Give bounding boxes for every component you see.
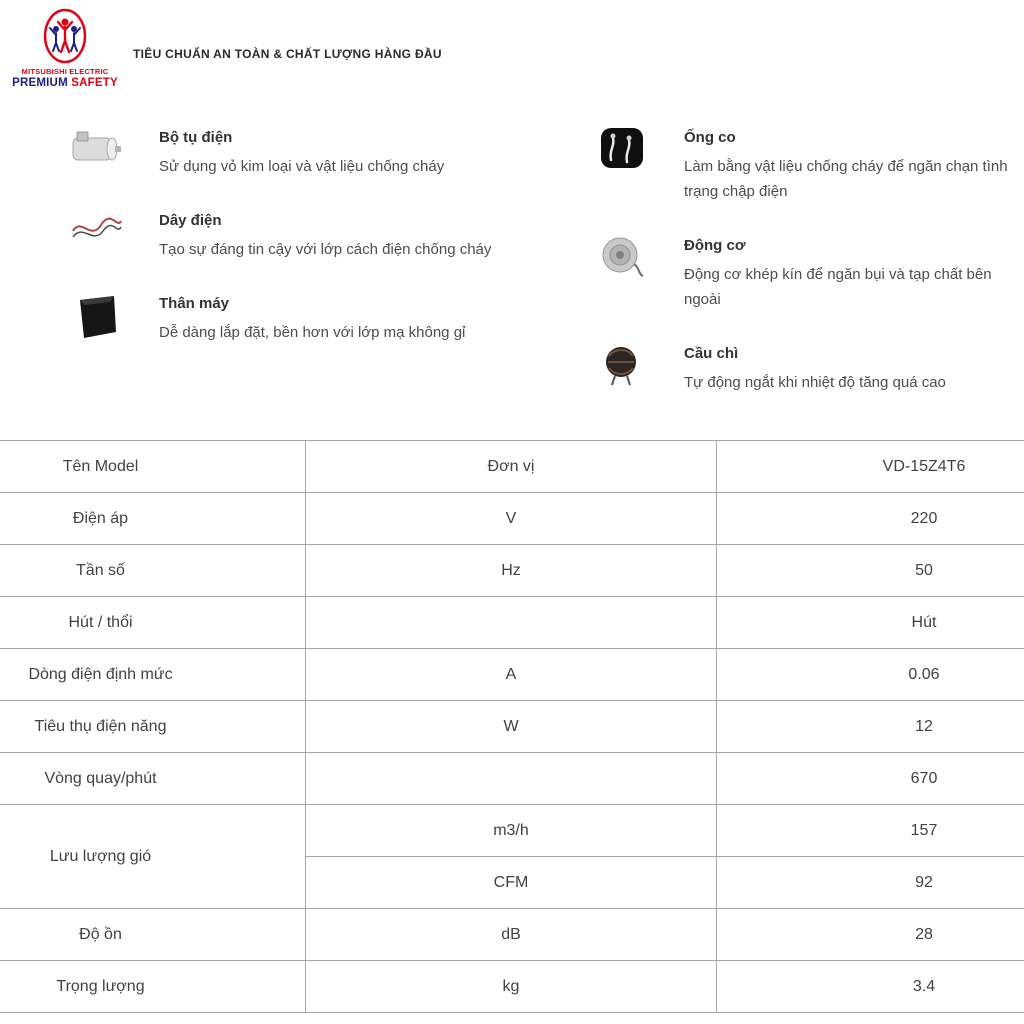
feature-desc: Tạo sự đáng tin cậy với lớp cách điện chống cháy xyxy=(159,241,492,258)
spec-name: Trọng lượng xyxy=(0,961,306,1013)
brand-tagline xyxy=(10,77,120,89)
feature-text xyxy=(159,209,491,262)
spec-row-current xyxy=(0,649,1024,701)
spec-row-airflow-m3h xyxy=(0,805,1024,857)
feature-column-right xyxy=(512,126,1024,425)
spec-unit: V xyxy=(306,493,717,545)
brand-tagline-premium: PREMIUM xyxy=(12,77,68,89)
mitsubishi-safety-figures-icon xyxy=(34,8,96,66)
spec-unit xyxy=(306,597,717,649)
spec-header-value: VD-15Z4T6 xyxy=(717,441,1024,493)
feature-desc: Sử dụng vỏ kim loại và vật liệu chống cháy xyxy=(159,158,445,175)
fan-housing-icon xyxy=(70,292,124,340)
feature-desc: Động cơ khép kín để ngăn bụi và tạp chất bên ngoài xyxy=(684,266,992,308)
spec-value: 28 xyxy=(717,909,1024,961)
feature-title: Bộ tụ điện xyxy=(159,129,233,146)
spec-value: 0.06 xyxy=(717,649,1024,701)
spec-row-rpm xyxy=(0,753,1024,805)
spec-value: 92 xyxy=(717,857,1024,909)
spec-value: 220 xyxy=(717,493,1024,545)
spec-value: 3.4 xyxy=(717,961,1024,1013)
spec-row-voltage xyxy=(0,493,1024,545)
spec-row-noise xyxy=(0,909,1024,961)
wire-icon xyxy=(70,209,124,257)
feature-column-left xyxy=(0,126,512,425)
spec-table xyxy=(0,440,1024,1013)
feature-text xyxy=(684,234,1022,312)
spec-value: 50 xyxy=(717,545,1024,597)
feature-wire xyxy=(70,209,512,262)
spec-row-direction xyxy=(0,597,1024,649)
spec-value: 670 xyxy=(717,753,1024,805)
spec-name: Tiêu thụ điện năng xyxy=(0,701,306,753)
spec-name: Tần số xyxy=(0,545,306,597)
feature-housing xyxy=(70,292,512,345)
brand-logo xyxy=(10,8,120,89)
spec-name: Hút / thổi xyxy=(0,597,306,649)
spec-value: 157 xyxy=(717,805,1024,857)
spec-value: Hút xyxy=(717,597,1024,649)
feature-capacitor xyxy=(70,126,512,179)
spec-unit: m3/h xyxy=(306,805,717,857)
brand-tagline-safety: SAFETY xyxy=(71,77,118,89)
spec-name: Dòng điện định mức xyxy=(0,649,306,701)
feature-title: Cầu chì xyxy=(684,345,739,362)
spec-unit: Hz xyxy=(306,545,717,597)
spec-header-unit: Đơn vị xyxy=(306,441,717,493)
feature-fuse xyxy=(595,342,1022,395)
feature-title: Dây điện xyxy=(159,212,222,229)
capacitor-icon xyxy=(70,126,124,174)
spec-header-row xyxy=(0,441,1024,493)
spec-unit: kg xyxy=(306,961,717,1013)
spec-name: Điện áp xyxy=(0,493,306,545)
feature-title: Động cơ xyxy=(684,237,746,254)
feature-motor xyxy=(595,234,1022,312)
spec-unit: A xyxy=(306,649,717,701)
spec-unit: dB xyxy=(306,909,717,961)
feature-title: Ống co xyxy=(684,129,736,146)
feature-text xyxy=(684,342,946,395)
spec-row-power xyxy=(0,701,1024,753)
feature-desc: Dễ dàng lắp đặt, bền hơn với lớp mạ không gỉ xyxy=(159,324,466,341)
feature-tube xyxy=(595,126,1022,204)
spec-unit: CFM xyxy=(306,857,717,909)
spec-name: Vòng quay/phút xyxy=(0,753,306,805)
feature-text xyxy=(684,126,1022,204)
shrink-tube-icon xyxy=(595,126,649,174)
brand-name: MITSUBISHI ELECTRIC xyxy=(21,67,109,76)
spec-table-wrap xyxy=(0,440,1024,1018)
feature-title: Thân máy xyxy=(159,295,230,312)
page-title: TIÊU CHUẨN AN TOÀN & CHẤT LƯỢNG HÀNG ĐẦU xyxy=(133,47,442,61)
spec-unit: W xyxy=(306,701,717,753)
feature-text xyxy=(159,292,465,345)
spec-unit xyxy=(306,753,717,805)
spec-value: 12 xyxy=(717,701,1024,753)
spec-row-frequency xyxy=(0,545,1024,597)
spec-header-model: Tên Model xyxy=(0,441,306,493)
motor-icon xyxy=(595,234,649,282)
feature-desc: Làm bằng vật liệu chống cháy để ngăn chạn tình trạng chập điện xyxy=(684,158,1008,200)
spec-name: Lưu lượng gió xyxy=(0,805,306,909)
spec-row-weight xyxy=(0,961,1024,1013)
fuse-icon xyxy=(595,342,649,390)
feature-desc: Tự động ngắt khi nhiệt độ tăng quá cao xyxy=(684,374,946,391)
spec-name: Độ ồn xyxy=(0,909,306,961)
feature-text xyxy=(159,126,444,179)
feature-list xyxy=(0,126,1024,425)
